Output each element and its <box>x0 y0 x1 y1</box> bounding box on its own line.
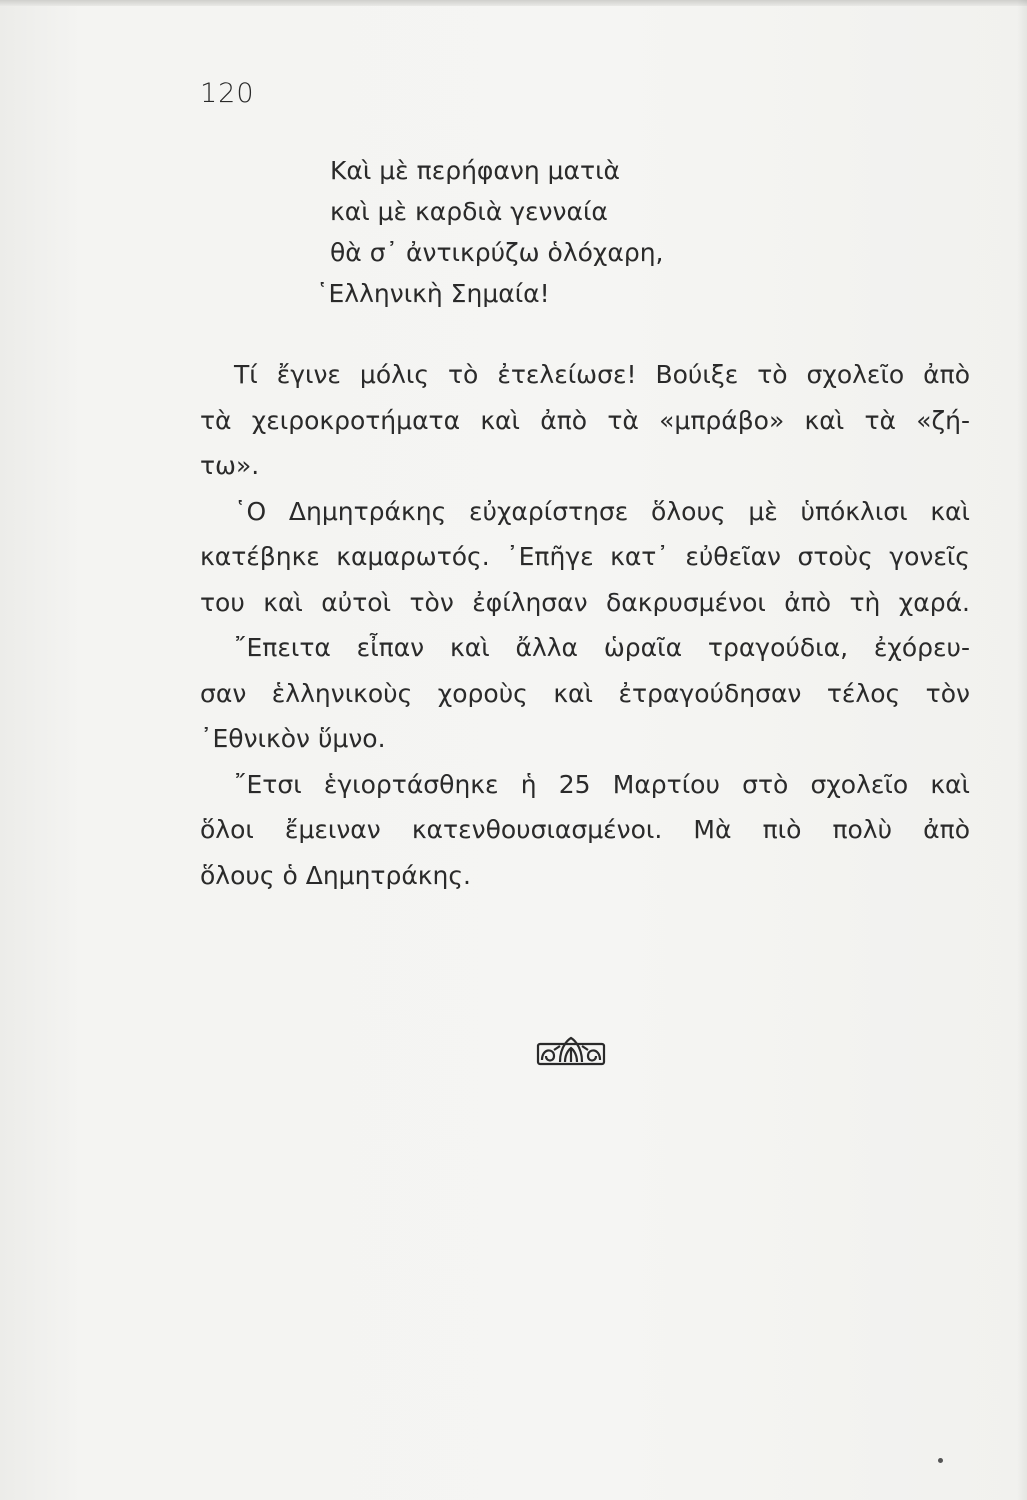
prose-line: τὰ χειροκροτήματα καὶ ἀπὸ τὰ «μπράβο» καὶ τὰ «ζή- <box>200 405 970 435</box>
poem-line: Καὶ μὲ περήφανη ματιὰ <box>330 156 621 185</box>
page-right-edge <box>1017 0 1027 1500</box>
prose-line: ᾿Εθνικὸν ὕμνο. <box>200 724 386 753</box>
page-number: 120 <box>200 78 255 109</box>
prose-line: ῾Ο Δημητράκης εὐχαρίστησε ὅλους μὲ ὑπόκλισι καὶ <box>234 496 970 526</box>
prose-line: Τί ἔγινε μόλις τὸ ἐτελείωσε! Βούιξε τὸ σχολεῖο ἀπὸ <box>234 360 970 389</box>
prose-line: ῎Ετσι ἑγιορτάσθηκε ἡ 25 Μαρτίου στὸ σχολεῖο καὶ <box>234 769 970 799</box>
prose-line: ῎Επειτα εἶπαν καὶ ἄλλα ὡραῖα τραγούδια, ἐχόρευ- <box>234 633 970 662</box>
poem-line: καὶ μὲ καρδιὰ γενναία <box>330 197 608 226</box>
poem-line: θὰ σ᾿ ἀντικρύζω ὁλόχαρη, <box>330 238 664 267</box>
prose-line: ὅλους ὁ Δημητράκης. <box>200 860 472 890</box>
poem-line: ῾Ελληνικὴ Σημαία! <box>316 279 550 308</box>
prose-line: ὅλοι ἔμειναν κατενθουσιασμένοι. Μὰ πιὸ πολὺ ἀπὸ <box>200 815 970 844</box>
fleuron-ornament-icon <box>536 1034 606 1068</box>
prose-line: τω». <box>200 451 260 480</box>
prose-line: κατέβηκε καμαρωτός. ᾿Επῆγε κατ᾿ εὐθεῖαν στοὺς γονεῖς <box>200 542 970 571</box>
print-speck <box>938 1458 943 1463</box>
prose-text <box>200 352 970 898</box>
prose-line: σαν ἑλληνικοὺς χοροὺς καὶ ἐτραγούδησαν τέλος τὸν <box>200 678 970 708</box>
prose-line: του καὶ αὐτοὶ τὸν ἐφίλησαν δακρυσμένοι ἀπὸ τὴ χαρά. <box>200 587 970 617</box>
page-top-edge <box>0 0 1027 6</box>
poem-stanza <box>316 150 890 314</box>
